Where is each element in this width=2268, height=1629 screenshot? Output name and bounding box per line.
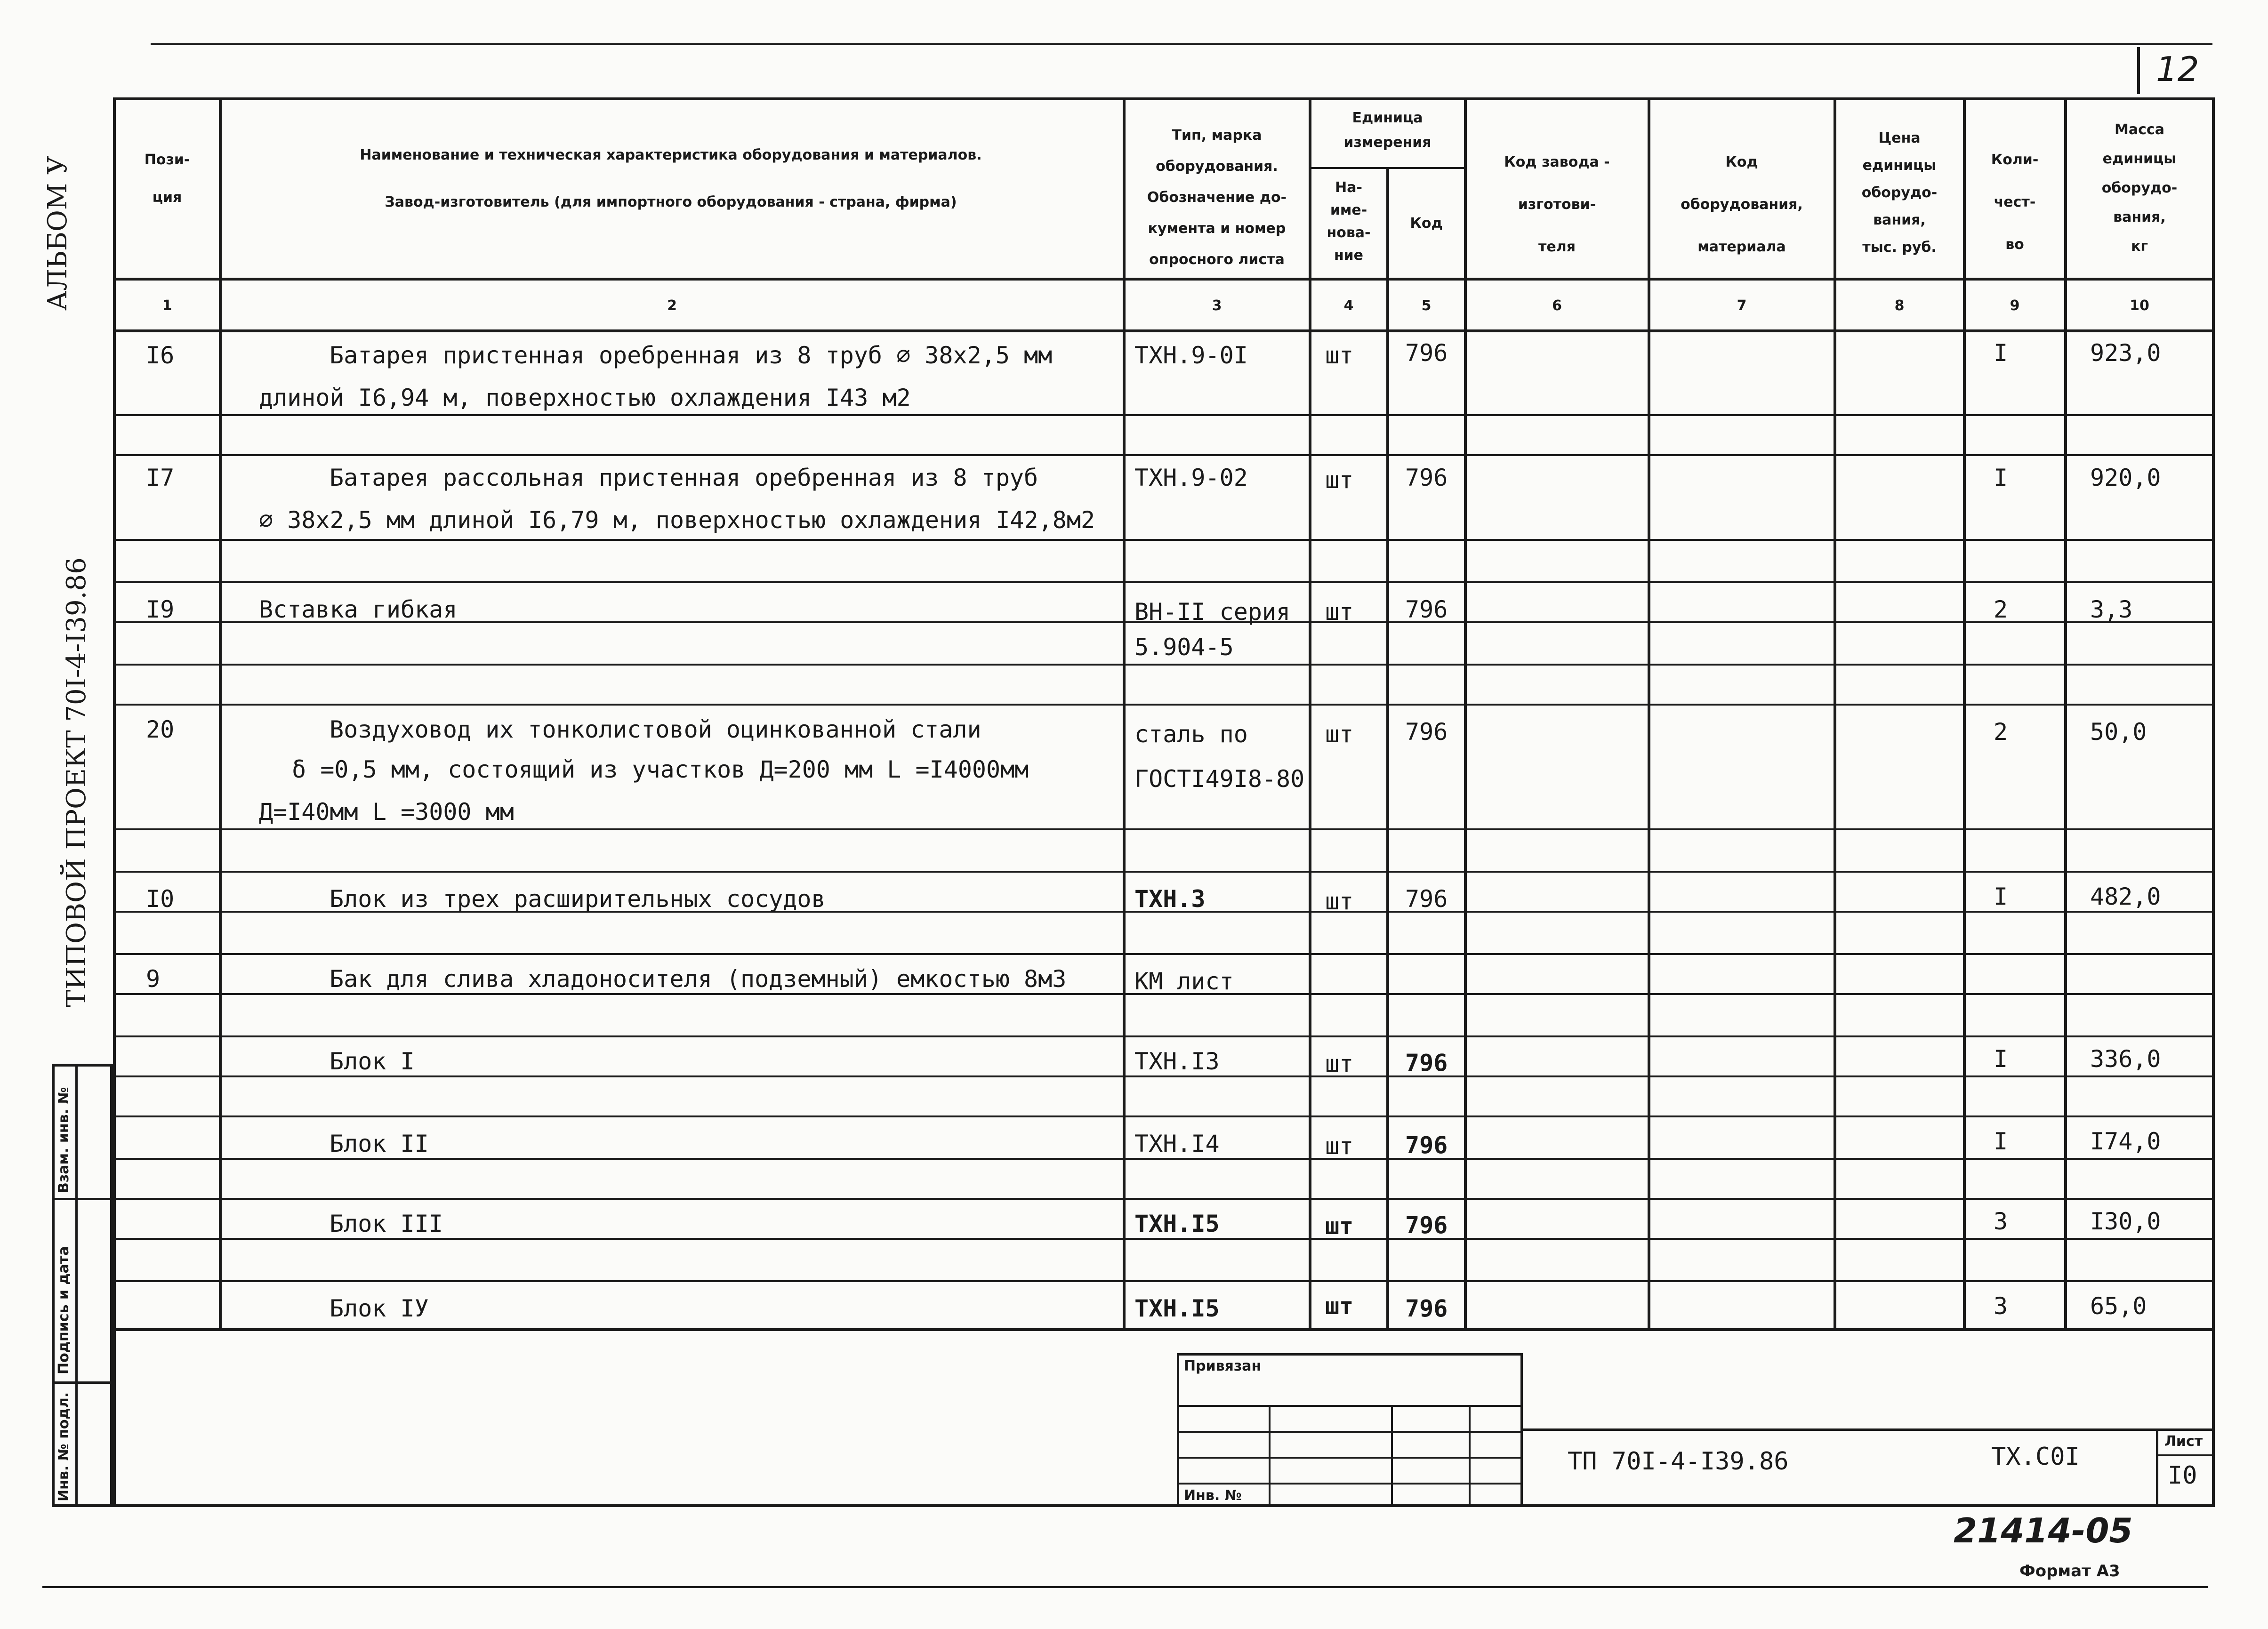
binding-line [1177,1483,1523,1485]
row-type: ТХН.3 [1134,885,1206,913]
row-line [113,953,2215,955]
title-top-line [1523,1428,2215,1431]
row-type: ТХН.I3 [1134,1048,1220,1075]
row-qty: I [1994,339,2008,367]
row-code: 796 [1405,596,1448,623]
hdr-quantity: Коли- чест- во [1991,152,2039,253]
col-line-3 [1309,97,1311,1331]
col-line-6 [1648,97,1650,1331]
row-line [113,454,2215,456]
row-unit: шт [1325,888,1354,915]
row-type: ТХН.9-02 [1134,464,1248,491]
row-code: 796 [1405,1295,1448,1322]
row-position: I6 [146,342,175,369]
row-line [113,1115,2215,1117]
row-code: 796 [1405,718,1448,746]
row-line [113,414,2215,416]
row-unit: шт [1325,1050,1354,1077]
row-name: Блок IУ [330,1295,429,1322]
sheet-number: I0 [2168,1461,2197,1490]
row-code: 796 [1405,1049,1448,1076]
row-code: 796 [1405,885,1448,913]
sheet-code: ТХ.С0I [1991,1443,2080,1471]
row-qty: 2 [1994,718,2008,746]
sheet-label: Лист [2164,1433,2203,1450]
top-rule [151,43,2212,45]
hdr-equipment-code: Код оборудования, материала [1681,154,1803,255]
binding-line [1177,1457,1523,1459]
col-line-1 [219,97,222,1331]
col-line-4 [1386,167,1389,1331]
row-line [113,1035,2215,1037]
stamp-field-1: Взам. инв. № [56,1087,72,1193]
row-name: Блок I [330,1048,415,1075]
row-type: ТХН.9-0I [1134,342,1248,369]
row-qty: I [1994,1045,2008,1073]
binding-col [1391,1405,1393,1507]
row-type: ВН-II серия [1134,598,1291,626]
row-line [113,664,2215,666]
stamp-sep-2 [52,1381,113,1384]
hdr-name-line2: Завод-изготовитель (для импортного оборудования - страна, фирма) [385,194,957,210]
row-unit: шт [1325,598,1354,626]
row-line [113,1075,2215,1077]
colnum-10: 10 [2130,297,2149,314]
document-code: ТП 70I-4-I39.86 [1568,1447,1789,1476]
row-type: ТХН.I5 [1134,1210,1220,1237]
hdr-plant-code: Код завода - изготови- теля [1504,154,1610,255]
hdr-position: Пози- ция [144,152,190,206]
row-mass: I30,0 [2090,1208,2161,1235]
row-qty: 3 [1994,1208,2008,1235]
row-unit: шт [1325,721,1354,748]
row-mass: 3,3 [2090,596,2133,623]
row-type-continued: ГОСТI49I8-80 [1134,765,1305,793]
hdr-unit-code: Код [1410,215,1443,232]
colnum-9: 9 [2010,297,2020,314]
col-line-8 [1963,97,1966,1331]
row-type: КМ лист [1134,968,1234,995]
binding-label: Привязан [1184,1358,1262,1374]
album-label: АЛЬБОМ У [42,155,73,311]
row-name: Бак для слива хладоносителя (подземный) емкостью 8м3 [330,965,1067,993]
row-name: Батарея рассольная пристенная оребренная из 8 труб [330,464,1038,491]
colnum-1: 1 [162,297,172,314]
row-type: сталь по [1134,721,1248,748]
inventory-number-label: Инв. № [1184,1487,1242,1504]
row-line [113,704,2215,706]
row-position: 20 [146,716,175,743]
row-type-continued: 5.904-5 [1134,634,1234,661]
row-mass: 482,0 [2090,883,2161,910]
binding-line [1177,1405,1523,1407]
table-bottom-line [113,1328,2215,1331]
row-line [113,581,2215,583]
row-name-continued: δ =0,5 мм, состоящий из участков Д=200 мм L =I4000мм [292,756,1029,783]
row-code: 796 [1405,1131,1448,1159]
colnum-2: 2 [667,297,677,314]
row-type: ТХН.I4 [1134,1130,1220,1157]
colnum-4: 4 [1343,297,1354,314]
sheet-number-line [2156,1454,2215,1456]
row-name: Воздуховод их тонколистовой оцинкованной стали [330,716,981,743]
row-unit: шт [1325,1212,1354,1240]
row-mass: 336,0 [2090,1045,2161,1073]
row-position: 9 [146,965,161,993]
header-bottom-line [113,278,2215,281]
hdr-name-line1: Наименование и техническая характеристика оборудования и материалов. [360,147,982,163]
stamp-field-2: Подпись и дата [56,1246,72,1374]
handwritten-number: 21414-05 [1954,1511,2133,1550]
stamp-divider [75,1064,78,1507]
stamp-sep-1 [52,1198,113,1200]
row-name: Блок III [330,1210,443,1237]
row-code: 796 [1405,1212,1448,1239]
row-name: Блок II [330,1130,429,1157]
colnum-7: 7 [1737,297,1747,314]
binding-line [1177,1431,1523,1433]
colnum-6: 6 [1552,297,1562,314]
row-name-continued: ∅ 38х2,5 мм длиной I6,79 м, поверхностью охлаждения I42,8м2 [259,506,1095,534]
row-type: ТХН.I5 [1134,1295,1220,1322]
bottom-rule [42,1586,2208,1588]
row-position: I9 [146,596,175,623]
col-line-7 [1834,97,1836,1331]
row-line [113,828,2215,830]
colnum-5: 5 [1421,297,1432,314]
row-mass: 65,0 [2090,1292,2147,1320]
row-qty: I [1994,1128,2008,1155]
row-unit: шт [1325,1132,1354,1160]
row-position: I7 [146,464,175,491]
row-unit: шт [1325,1292,1354,1320]
row-qty: I [1994,464,2008,491]
row-mass: I74,0 [2090,1128,2161,1155]
row-mass: 920,0 [2090,464,2161,491]
colnum-8: 8 [1894,297,1905,314]
row-name: Батарея пристенная оребренная из 8 труб ∅ 38х2,5 мм [330,342,1053,369]
binding-col [1469,1405,1471,1507]
row-code: 796 [1405,464,1448,491]
row-mass: 923,0 [2090,339,2161,367]
hdr-unit-group: Единица измерения [1343,110,1432,151]
row-unit: шт [1325,466,1354,494]
hdr-price: Цена единицы оборудо- вания, тыс. руб. [1861,130,1938,256]
row-line [113,871,2215,873]
hdr-unit-name: На- име- нова- ние [1327,179,1371,264]
col-line-5 [1464,97,1467,1331]
col-line-9 [2064,97,2067,1331]
row-line [113,1158,2215,1160]
row-mass: 50,0 [2090,718,2147,746]
row-name: Вставка гибкая [259,596,458,623]
row-unit: шт [1325,342,1354,369]
colnum-3: 3 [1212,297,1222,314]
row-qty: 2 [1994,596,2008,623]
row-name-continued: длиной I6,94 м, поверхностью охлаждения I43 м2 [259,384,911,411]
hdr-mass: Масса единицы оборудо- вания, кг [2101,121,2178,255]
binding-col [1269,1405,1271,1507]
row-name-continued: Д=I40мм L =3000 мм [259,798,514,826]
row-qty: 3 [1994,1292,2008,1320]
row-line [113,1198,2215,1200]
row-name: Блок из трех расширительных сосудов [330,885,826,913]
col-line-2 [1123,97,1126,1331]
colnum-bottom-line [113,329,2215,332]
row-line [113,1280,2215,1282]
row-line [113,1238,2215,1240]
hdr-type: Тип, марка оборудования. Обозначение до- кумента и номер опросного листа [1147,127,1287,268]
row-code: 796 [1405,339,1448,367]
project-label: ТИПОВОЙ ПРОЕКТ 70I-4-I39.86 [61,557,92,1007]
row-line [113,539,2215,541]
format-label: Формат А3 [2019,1562,2120,1581]
row-position: I0 [146,885,175,913]
page-number: 12 [2156,49,2199,89]
stamp-field-3: Инв. № подл. [56,1392,72,1501]
row-qty: I [1994,883,2008,910]
